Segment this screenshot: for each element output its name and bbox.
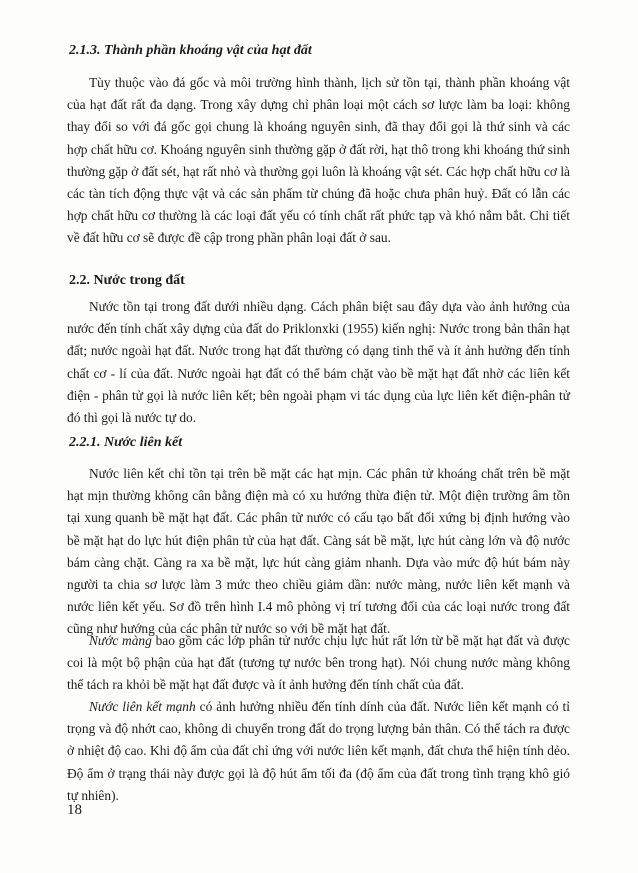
paragraph-film-water: [67, 630, 570, 697]
term-strongly-bound-water: Nước liên kết mạnh: [89, 699, 196, 714]
paragraph-water-in-soil: Nước tồn tại trong đất dưới nhiều dạng. Cách phân biệt sau đây dựa vào ảnh hưởng của nước đến tính chất xây dựng của đất do Priklonxki (1955) kiến nghị: Nước trong bản thân hạt đất; nước ngoài hạt đất. Nước trong hạt đất thường có dạng tinh thể và ít ảnh hưởng đến tính chất cơ - lí của đất. Nước ngoài hạt đất có thể bám chặt vào bề mặt hạt đất nhờ các liên kết điện - phân tử gọi là nước liên kết; bên ngoài phạm vi tác dụng của lực liên kết điện-phân tử đó thì gọi là nước tự do.: [67, 299, 570, 426]
term-film-water: Nước màng: [89, 633, 152, 648]
page-number: 18: [67, 802, 82, 818]
paragraph-strongly-bound-water: [67, 696, 570, 807]
section-heading-2-1-3: 2.1.3. Thành phần khoáng vật của hạt đất: [69, 43, 312, 58]
section-heading-2-2-1: 2.2.1. Nước liên kết: [69, 435, 183, 450]
strongly-bound-water-text: có ảnh hưởng nhiều đến tính dính của đất. Nước liên kết mạnh có tỉ trọng và độ nhớt cao, không di chuyển trong đất do trọng lượng bản thân. Có thể tách ra được ở nhiệt độ cao. Khi độ ẩm của đất chỉ ứng với nước liên kết mạnh, đất chưa thể hiện tính dẻo. Độ ẩm ở trạng thái này được gọi là độ hút ẩm tối đa (độ ẩm của đất trong tình trạng khô gió tự nhiên).: [67, 699, 570, 803]
paragraph-mineral-composition: Tùy thuộc vào đá gốc và môi trường hình thành, lịch sử tồn tại, thành phần khoáng vật của hạt đất rất đa dạng. Trong xây dựng chỉ phân loại một cách sơ lược làm ba loại: không thay đổi so với đá gốc gọi chung là khoáng nguyên sinh, đã thay đổi gọi là thứ sinh và các hợp chất hữu cơ. Khoáng nguyên sinh thường gặp ở đất rời, hạt thô trong khi khoáng thứ sinh thường gặp ở đất sét, hạt rất nhỏ và thường gọi luôn là khoáng vật sét. Các hợp chất hữu cơ là các tàn tích động thực vật và các sản phẩm từ chúng đã hoặc chưa phân huỷ. Đất có lẫn các hợp chất hữu cơ thường là các loại đất yếu có tính chất rất phức tạp và khó nắm bắt. Chi tiết về đất hữu cơ sẽ được đề cập trong phần phân loại đất ở sau.: [67, 75, 570, 246]
section-heading-2-2: 2.2. Nước trong đất: [69, 273, 185, 288]
film-water-text: bao gồm các lớp phân tử nước chịu lực hút rất lớn từ bề mặt hạt đất và được coi là một bộ phận của hạt đất (tương tự nước bên trong hạt). Nói chung nước màng không thể tách ra khỏi bề mặt hạt đất được và ít ảnh hưởng đến tính chất của đất.: [67, 633, 570, 693]
paragraph-bound-water: Nước liên kết chỉ tồn tại trên bề mặt các hạt mịn. Các phân tử khoáng chất trên bề mặt hạt mịn thường không cân bằng điện mà có xu hướng thừa điện tử. Một điện trường âm tồn tại xung quanh bề mặt hạt đất. Các phân tử nước có cấu tạo bất đối xứng bị định hướng vào bề mặt hạt do lực hút điện phân tử của hạt đất. Càng sát bề mặt, lực hút càng lớn và độ nước bám càng chặt. Càng ra xa bề mặt, lực hút càng giảm nhanh. Dựa vào mức độ hút bám này người ta chia sơ lược làm 3 mức theo chiều giảm dần: nước màng, nước liên kết mạnh và nước liên kết yếu. Sơ đồ trên hình I.4 mô phỏng vị trí tương đối của các loại nước trong đất cũng như hướng của các phân tử nước so với bề mặt hạt đất.: [67, 466, 570, 637]
